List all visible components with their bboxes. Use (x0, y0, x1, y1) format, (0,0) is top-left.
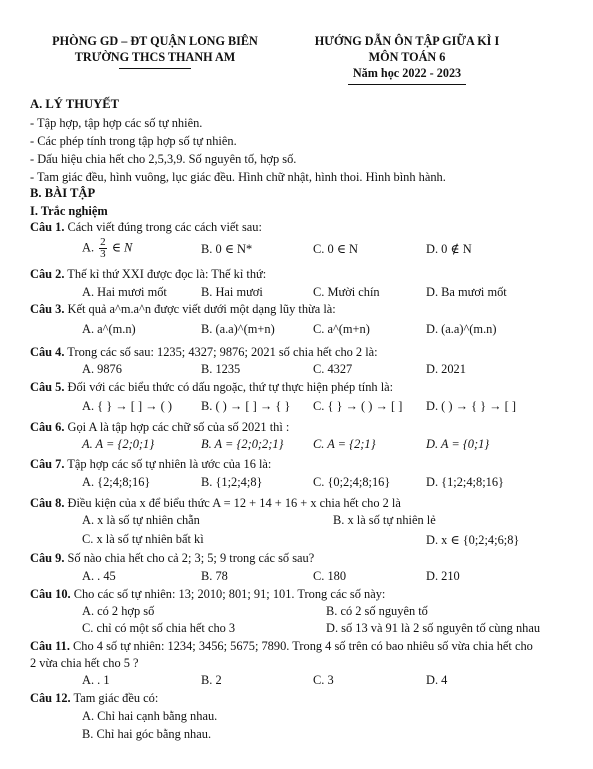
question-4: Câu 4. Trong các số sau: 1235; 4327; 9876; 2021 số chia hết cho 2 là: (30, 345, 378, 359)
q5-option-a: A. { } → [ ] → ( ) (82, 399, 173, 413)
document-title: HƯỚNG DẪN ÔN TẬP GIỮA KÌ I (314, 34, 500, 48)
q11-option-b: B. 2 (201, 673, 222, 687)
q1-option-d: D. 0 ∉ N (426, 242, 472, 256)
q1-option-b: B. 0 ∈ N* (201, 242, 253, 256)
header-left (30, 33, 280, 69)
q8-option-d: D. x ∈ {0;2;4;6;8} (426, 533, 520, 547)
question-11: Câu 11. Cho 4 số tự nhiên: 1234; 3456; 5675; 7890. Trong 4 số trên có bao nhiêu số vừa chia hết cho (30, 639, 533, 653)
q2-option-b: B. Hai mươi (201, 285, 263, 299)
q2-option-a: A. Hai mươi mốt (82, 285, 167, 299)
q10-option-d: D. số 13 và 91 là 2 số nguyên tố cùng nhau (326, 621, 541, 635)
q2-option-d: D. Ba mươi mốt (426, 285, 507, 299)
q5-option-c: C. { } → ( ) → [ ] (313, 399, 403, 413)
q8-option-b: B. x là số tự nhiên lẻ (333, 513, 436, 527)
q9-option-b: B. 78 (201, 569, 228, 583)
q6-option-a: A. A = {2;0;1} (82, 437, 155, 451)
q1-option-a: A. $\frac{2}{3}$ ∈ N (82, 236, 133, 260)
q4-option-b: B. 1235 (201, 362, 241, 376)
q4-option-a: A. 9876 (82, 362, 122, 376)
q5-option-d: D. ( ) → { } → [ ] (426, 399, 517, 413)
theory-item: - Các phép tính trong tập hợp số tự nhiên. (30, 134, 237, 148)
q7-option-a: A. {2;4;8;16} (82, 475, 151, 489)
q4-option-d: D. 2021 (426, 362, 466, 376)
q6-option-c: C. A = {2;1} (313, 437, 376, 451)
q7-option-d: D. {1;2;4;8;16} (426, 475, 504, 489)
q10-option-b: B. có 2 số nguyên tố (326, 604, 428, 618)
divider (119, 68, 191, 69)
divider (348, 84, 466, 85)
q7-option-b: B. {1;2;4;8} (201, 475, 263, 489)
theory-item: - Tam giác đều, hình vuông, lục giác đều. Hình chữ nhật, hình thoi. Hình bình hành. (30, 170, 446, 184)
q10-option-a: A. có 2 hợp số (82, 604, 155, 618)
question-3: Câu 3. Kết quả a^m.a^n được viết dưới một dạng lũy thừa là: (30, 302, 336, 316)
question-10: Câu 10. Cho các số tự nhiên: 13; 2010; 801; 91; 101. Trong các số này: (30, 587, 386, 601)
school-name: TRƯỜNG THCS THANH AM (74, 50, 236, 64)
question-12: Câu 12. Tam giác đều có: (30, 691, 159, 705)
q10-option-c: C. chỉ có một số chia hết cho 3 (82, 621, 236, 635)
q9-option-d: D. 210 (426, 569, 460, 583)
q8-option-c: C. x là số tự nhiên bất kì (82, 532, 204, 546)
q11-option-a: A. . 1 (82, 673, 110, 687)
question-7: Câu 7. Tập hợp các số tự nhiên là ước của 16 là: (30, 457, 272, 471)
subject-name: MÔN TOÁN 6 (368, 50, 446, 64)
question-8: Câu 8. Điều kiện của x để biểu thức A = 12 + 14 + 16 + x chia hết cho 2 là (30, 496, 401, 510)
q1-option-c: C. 0 ∈ N (313, 242, 358, 256)
department-name: PHÒNG GD – ĐT QUẬN LONG BIÊN (52, 34, 258, 48)
q6-option-d: D. A = {0;1} (426, 437, 490, 451)
exercises-subheading: I. Trắc nghiệm (30, 204, 108, 218)
question-6: Câu 6. Gọi A là tập hợp các chữ số của số 2021 thì : (30, 420, 290, 434)
q3-option-c: C. a^(m+n) (313, 322, 370, 336)
fraction: $\frac{2}{3}$ (100, 236, 106, 260)
q3-option-a: A. a^(m.n) (82, 322, 136, 336)
q12-option-b: B. Chỉ hai góc bằng nhau. (82, 727, 212, 741)
question-5: Câu 5. Đối với các biểu thức có dấu ngoặc, thứ tự thực hiện phép tính là: (30, 380, 394, 394)
theory-item: - Tập hợp, tập hợp các số tự nhiên. (30, 116, 203, 130)
q11-option-c: C. 3 (313, 673, 334, 687)
q6-option-b: B. A = {2;0;2;1} (201, 437, 284, 451)
theory-heading: A. LÝ THUYẾT (30, 97, 119, 111)
theory-item: - Dấu hiệu chia hết cho 2,5,3,9. Số nguyên tố, hợp số. (30, 152, 297, 166)
q12-option-a: A. Chỉ hai cạnh bằng nhau. (82, 709, 218, 723)
exercises-heading: B. BÀI TẬP (30, 186, 96, 200)
q4-option-c: C. 4327 (313, 362, 353, 376)
q3-option-d: D. (a.a)^(m.n) (426, 322, 497, 336)
q5-option-b: B. ( ) → [ ] → { } (201, 399, 291, 413)
q2-option-c: C. Mười chín (313, 285, 380, 299)
school-year: Năm học 2022 - 2023 (352, 66, 462, 80)
q9-option-a: A. . 45 (82, 569, 116, 583)
q9-option-c: C. 180 (313, 569, 347, 583)
question-11-continued: 2 vừa chia hết cho 5 ? (30, 656, 139, 670)
header-right (282, 33, 532, 85)
question-2: Câu 2. Thế kỉ thứ XXI được đọc là: Thế kỉ thứ: (30, 267, 267, 281)
question-9: Câu 9. Số nào chia hết cho cả 2; 3; 5; 9 trong các số sau? (30, 551, 315, 565)
question-1: Câu 1. Cách viết đúng trong các cách viết sau: (30, 220, 262, 234)
q7-option-c: C. {0;2;4;8;16} (313, 475, 391, 489)
q11-option-d: D. 4 (426, 673, 448, 687)
q3-option-b: B. (a.a)^(m+n) (201, 322, 275, 336)
q8-option-a: A. x là số tự nhiên chẵn (82, 513, 200, 527)
